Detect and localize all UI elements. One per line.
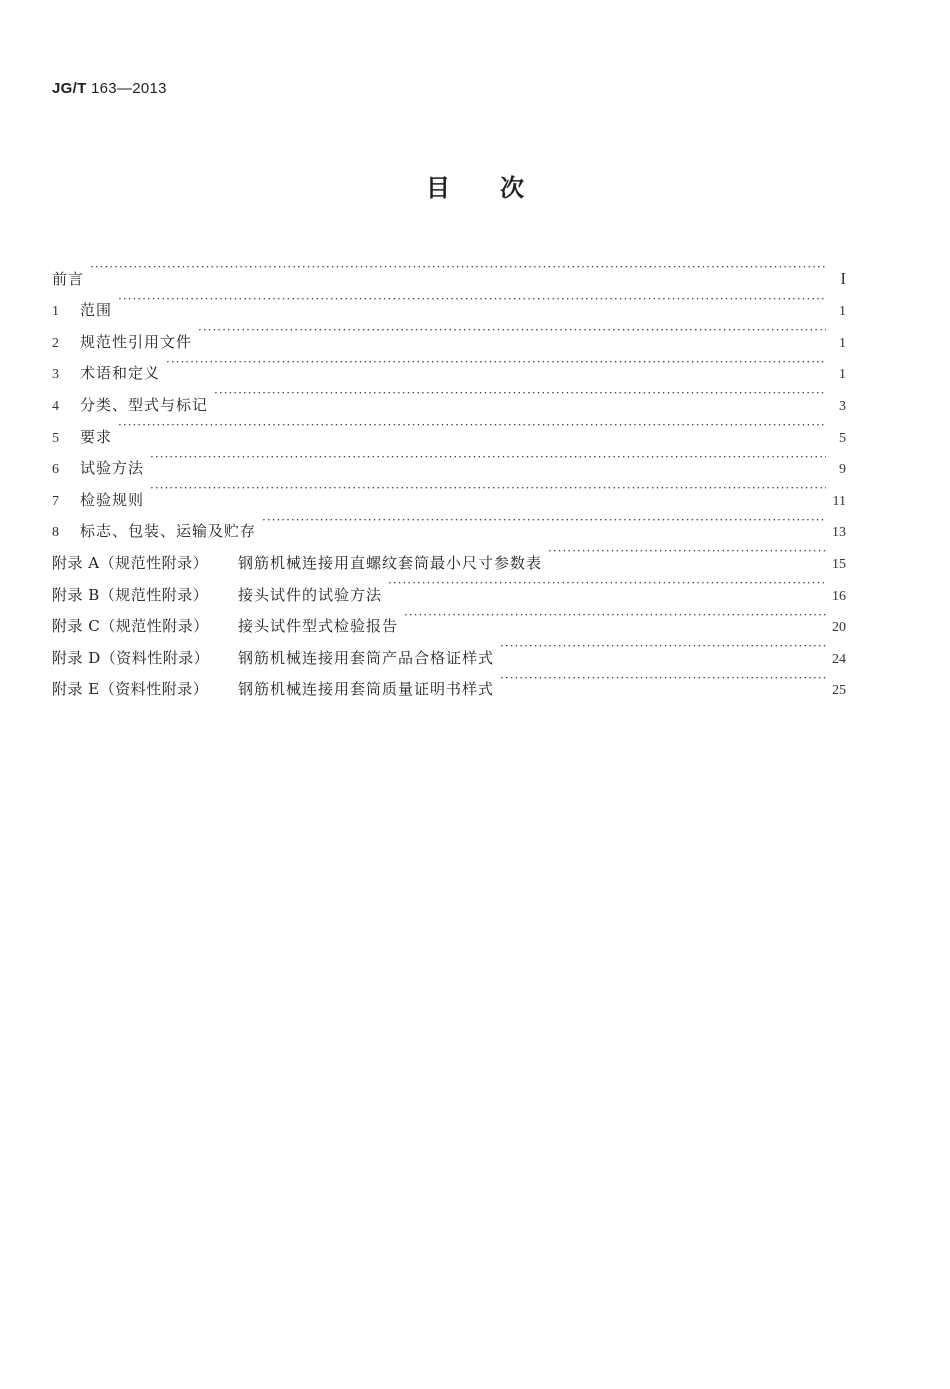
toc-entry-8[interactable] [52,505,846,541]
leader-dots [118,284,826,316]
leader-dots [548,536,826,568]
document-code [52,80,167,97]
appendix-tag: 附录 C（规范性附录） [52,617,209,636]
toc-entry-label: 术语和定义 [80,364,161,383]
toc-entry-page: 11 [832,493,846,509]
toc-entry-label: 钢筋机械连接用套筒质量证明书样式 [238,680,495,699]
toc-entry-number: 5 [52,430,59,446]
table-of-contents [52,252,846,699]
toc-entry-label: 试验方法 [80,459,145,478]
appendix-tag: 附录 A（规范性附录） [52,553,209,572]
appendix-tag: 附录 E（资料性附录） [52,680,209,699]
toc-entry-1[interactable] [52,284,846,320]
toc-entry-label: 钢筋机械连接用套筒产品合格证样式 [238,648,495,667]
leader-dots [198,315,826,347]
toc-entry-3[interactable] [52,347,846,383]
leader-dots [90,252,826,284]
toc-entry-label: 接头试件的试验方法 [238,585,383,604]
leader-dots [150,442,826,474]
toc-entry-label: 范围 [80,301,113,320]
toc-entry-2[interactable] [52,315,846,351]
toc-entry-page: 9 [839,462,846,478]
toc-entry-5[interactable] [52,410,846,446]
toc-entry-number: 7 [52,493,59,509]
toc-entry-page: 5 [839,430,846,446]
toc-entry-page: 25 [832,683,846,699]
toc-entry-page: 13 [832,525,846,541]
toc-entry-number: 4 [52,398,59,414]
toc-entry-label: 规范性引用文件 [80,332,193,351]
leader-dots [262,505,826,537]
appendix-tag: 附录 B（规范性附录） [52,585,209,604]
toc-entry-label: 标志、包装、运输及贮存 [80,522,257,541]
toc-entry-label: 接头试件型式检验报告 [238,617,399,636]
toc-entry-label: 前言 [52,269,85,288]
toc-entry-page: 16 [832,588,846,604]
title-char-2: 次 [500,173,524,202]
toc-entry-number: 3 [52,367,59,383]
toc-entry-label: 要求 [80,427,113,446]
toc-entry-page: 24 [832,651,846,667]
toc-entry-page: 3 [839,398,846,414]
standard-prefix: JG/T [52,80,87,97]
leader-dots [500,663,826,695]
standard-number: 163—2013 [91,80,167,97]
page-title [0,168,950,203]
toc-entry-foreword[interactable] [52,252,846,288]
appendix-tag: 附录 D（资料性附录） [52,648,210,667]
leader-dots [166,347,826,379]
leader-dots [388,568,826,600]
toc-entry-page: 20 [832,620,846,636]
toc-entry-page: 1 [839,367,846,383]
toc-entry-label: 分类、型式与标记 [80,395,209,414]
toc-entry-number: 6 [52,462,59,478]
toc-entry-6[interactable] [52,442,846,478]
leader-dots [404,600,826,632]
toc-entry-number: 1 [52,304,59,320]
toc-entry-7[interactable] [52,473,846,509]
toc-entry-number: 2 [52,335,59,351]
leader-dots [500,631,826,663]
leader-dots [118,410,826,442]
toc-entry-page: I [840,268,846,288]
toc-entry-page: 1 [839,304,846,320]
leader-dots [150,473,826,505]
leader-dots [214,378,826,410]
toc-entry-4[interactable] [52,378,846,414]
toc-entry-page: 1 [839,335,846,351]
toc-entry-label: 钢筋机械连接用直螺纹套筒最小尺寸参数表 [238,553,543,572]
toc-entry-page: 15 [832,556,846,572]
title-char-1: 目 [426,173,450,202]
toc-entry-label: 检验规则 [80,490,145,509]
toc-entry-number: 8 [52,525,59,541]
